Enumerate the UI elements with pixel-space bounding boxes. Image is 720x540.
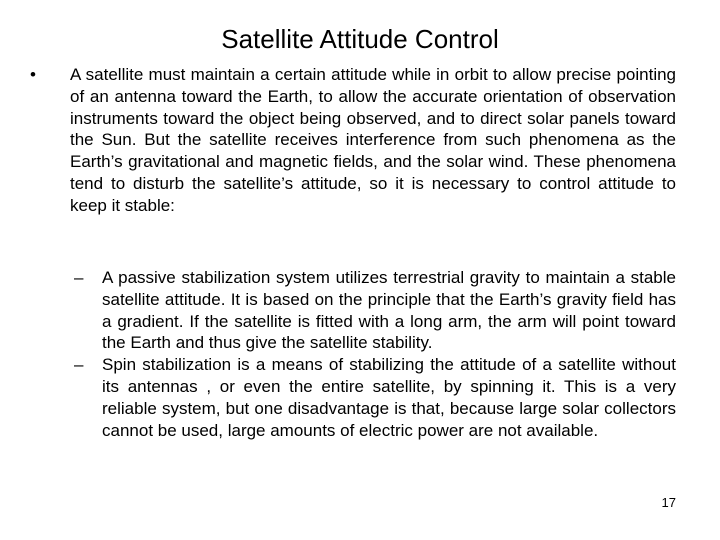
dash-marker: – — [74, 268, 84, 287]
main-bullet-text: A satellite must maintain a certain attitude while in orbit to allow precise pointing of an antenna toward the Earth, to allow the accurate orientation of observation instruments toward the object being observed, and to direct solar panels toward the Sun. But the satellite receives interference from such phenomena as the Earth’s gravitational and magnetic fields, and the solar wind. These phenomena tend to disturb the satellite’s attitude, so it is necessary to control attitude to keep it stable: — [70, 65, 676, 215]
dash-marker: – — [74, 355, 84, 375]
sub-bullet-passive-stabilization — [74, 267, 676, 354]
bullet-marker: • — [30, 65, 36, 84]
main-bullet — [30, 64, 676, 217]
page-number: 17 — [661, 495, 676, 510]
sub-bullet-list — [74, 267, 676, 441]
slide-title: Satellite Attitude Control — [221, 24, 499, 54]
sub-bullet-spin-stabilization — [74, 354, 676, 441]
sub-bullet-text: A passive stabilization system utilizes terrestrial gravity to maintain a stable satellite attitude. It is based on the principle that the Earth’s gravity field has a gradient. If the satellite is fitted with a long arm, the arm will point toward the Earth and thus give the satellite stability. — [102, 268, 676, 353]
sub-bullet-text: Spin stabilization is a means of stabilizing the attitude of a satellite without its antennas , or even the entire satellite, by spinning it. This is a very reliable system, but one disadvantage is that, because large solar collectors cannot be used, large amounts of electric power are not available. — [102, 355, 676, 440]
